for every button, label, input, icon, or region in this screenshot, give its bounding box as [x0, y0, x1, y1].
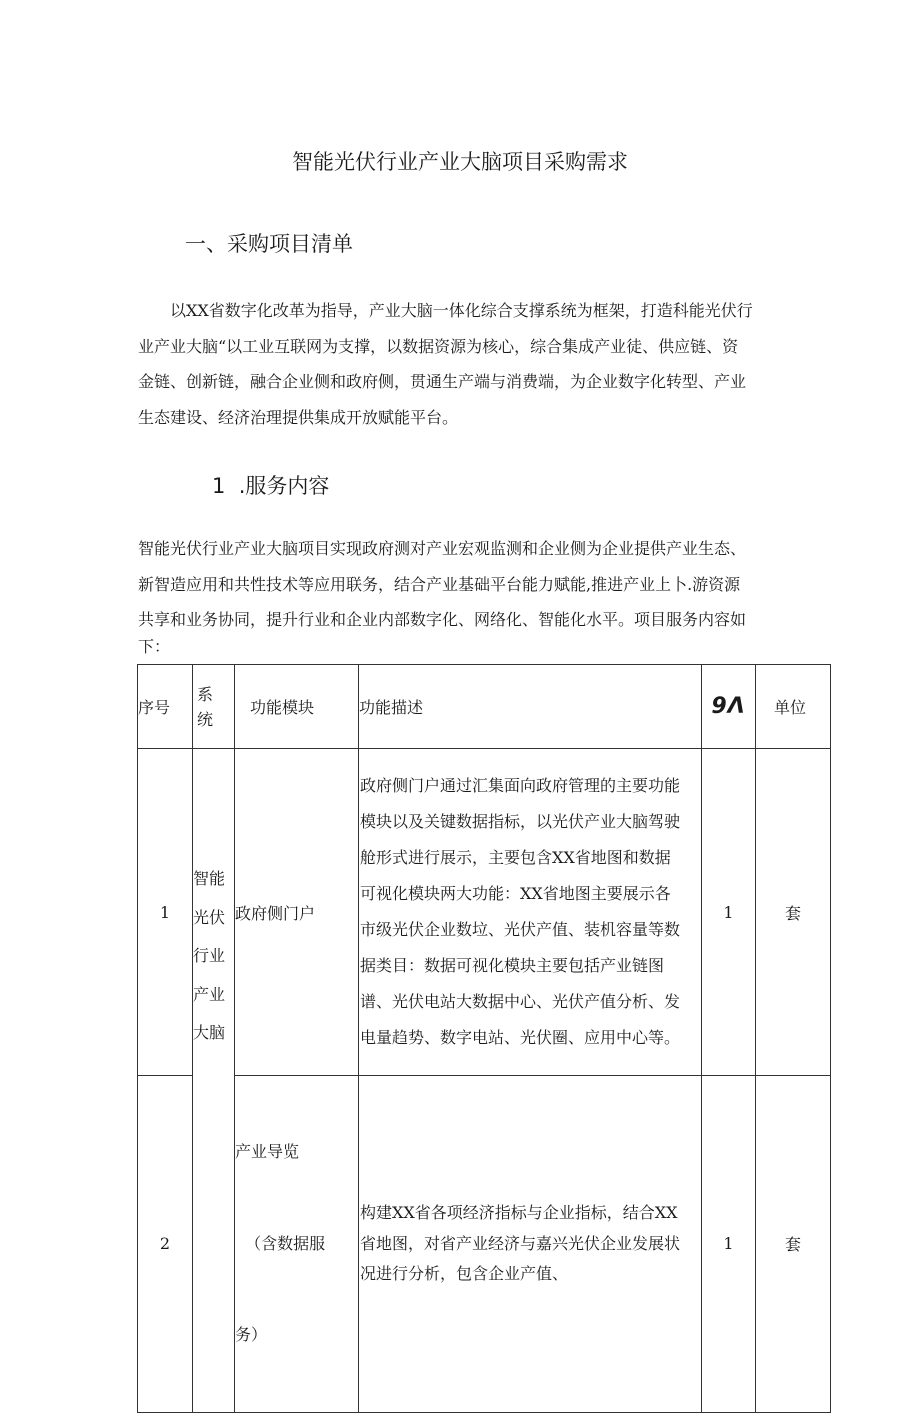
table-row	[138, 749, 831, 1076]
row-description	[359, 749, 702, 1076]
description-line: 可视化模块两大功能：XX省地图主要展示各	[360, 884, 671, 903]
header-unit: 单位	[756, 665, 831, 749]
intro-paragraph	[138, 293, 790, 435]
description-line: 构建XX省各项经济指标与企业指标，结合XX	[360, 1203, 678, 1222]
row-unit: 套	[756, 1076, 831, 1413]
system-name-line: 行业	[193, 946, 226, 965]
description-line: 模块以及关键数据指标，以光伏产业大脑驾驶	[360, 812, 681, 831]
description-line: 省地图，对省产业经济与嘉兴光伏企业发展状	[360, 1233, 681, 1253]
header-quantity: 9Λ	[702, 665, 756, 749]
description-line: 舱形式进行展示，主要包含XX省地图和数据	[360, 848, 671, 867]
row-quantity: 1	[702, 1076, 756, 1413]
module-line: （含数据服	[235, 1233, 326, 1253]
module-line: 务）	[235, 1325, 268, 1344]
intro-line: 生态建设、经济治理提供集成开放赋能平台。	[138, 407, 459, 427]
system-name-line: 光伏	[193, 907, 226, 927]
module-line: 产业导览	[235, 1142, 300, 1161]
description-line: 政府侧门户通过汇集面向政府管理的主要功能	[360, 776, 681, 795]
header-system-line: 系	[197, 684, 214, 704]
header-system-line: 统	[197, 709, 214, 729]
system-name-line: 大脑	[193, 1023, 226, 1042]
system-name	[193, 749, 234, 1053]
row-description	[359, 1076, 702, 1413]
service-line: 下：	[138, 636, 171, 656]
description-line: 电量趋势、数字电站、光伏圈、应用中心等。	[360, 1028, 681, 1047]
intro-line: 金链、创新链，融合企业侧和政府侧，贯通生产端与消费端，为企业数字化转型、产业	[138, 372, 747, 391]
header-module: 功能模块	[235, 665, 359, 749]
system-name-line: 产业	[193, 984, 226, 1004]
table-header-row	[138, 665, 831, 749]
row-no: 2	[138, 1076, 193, 1413]
service-line: 智能光伏行业产业大脑项目实现政府测对产业宏观监测和企业侧为企业提供产业生态、	[138, 539, 747, 558]
header-system	[193, 665, 235, 749]
section-heading-procurement-list: 一、采购项目清单	[185, 232, 353, 256]
intro-line: 以XX省数字化改革为指导，产业大脑一体化综合支撑系统为框架，打造科能光伏行	[170, 301, 753, 320]
row-quantity: 1	[702, 749, 756, 1076]
row-module: 政府侧门户	[235, 749, 359, 1076]
service-line: 新智造应用和共性技术等应用联务，结合产业基础平台能力赋能,推进产业上卜.游资源	[138, 574, 741, 594]
subsection-heading-service-content: 1 .服务内容	[212, 474, 330, 498]
system-name-cell	[193, 749, 235, 1413]
system-name-line: 智能	[193, 869, 226, 888]
header-description: 功能描述	[359, 665, 702, 749]
description-line: 谱、光伏电站大数据中心、光伏产值分析、发	[360, 992, 681, 1011]
document-title: 智能光伏行业产业大脑项目采购需求	[292, 150, 628, 174]
procurement-table	[137, 664, 831, 1413]
service-paragraph	[138, 531, 790, 656]
description-line: 况进行分析，包含企业产值、	[360, 1264, 569, 1283]
table-row	[138, 1076, 831, 1413]
header-no: 序号	[138, 665, 193, 749]
row-module	[235, 1076, 359, 1413]
description-line: 据类目：数据可视化模块主要包括产业链图	[360, 956, 665, 975]
row-unit: 套	[756, 749, 831, 1076]
row-no: 1	[138, 749, 193, 1076]
service-line: 共享和业务协同，提升行业和企业内部数字化、网络化、智能化水平。项目服务内容如	[138, 610, 747, 629]
intro-line: 业产业大脑“以工业互联网为支撑，以数据资源为核心，综合集成产业徒、供应链、资	[138, 336, 739, 356]
description-line: 市级光伏企业数垃、光伏产值、装机容量等数	[360, 920, 681, 939]
